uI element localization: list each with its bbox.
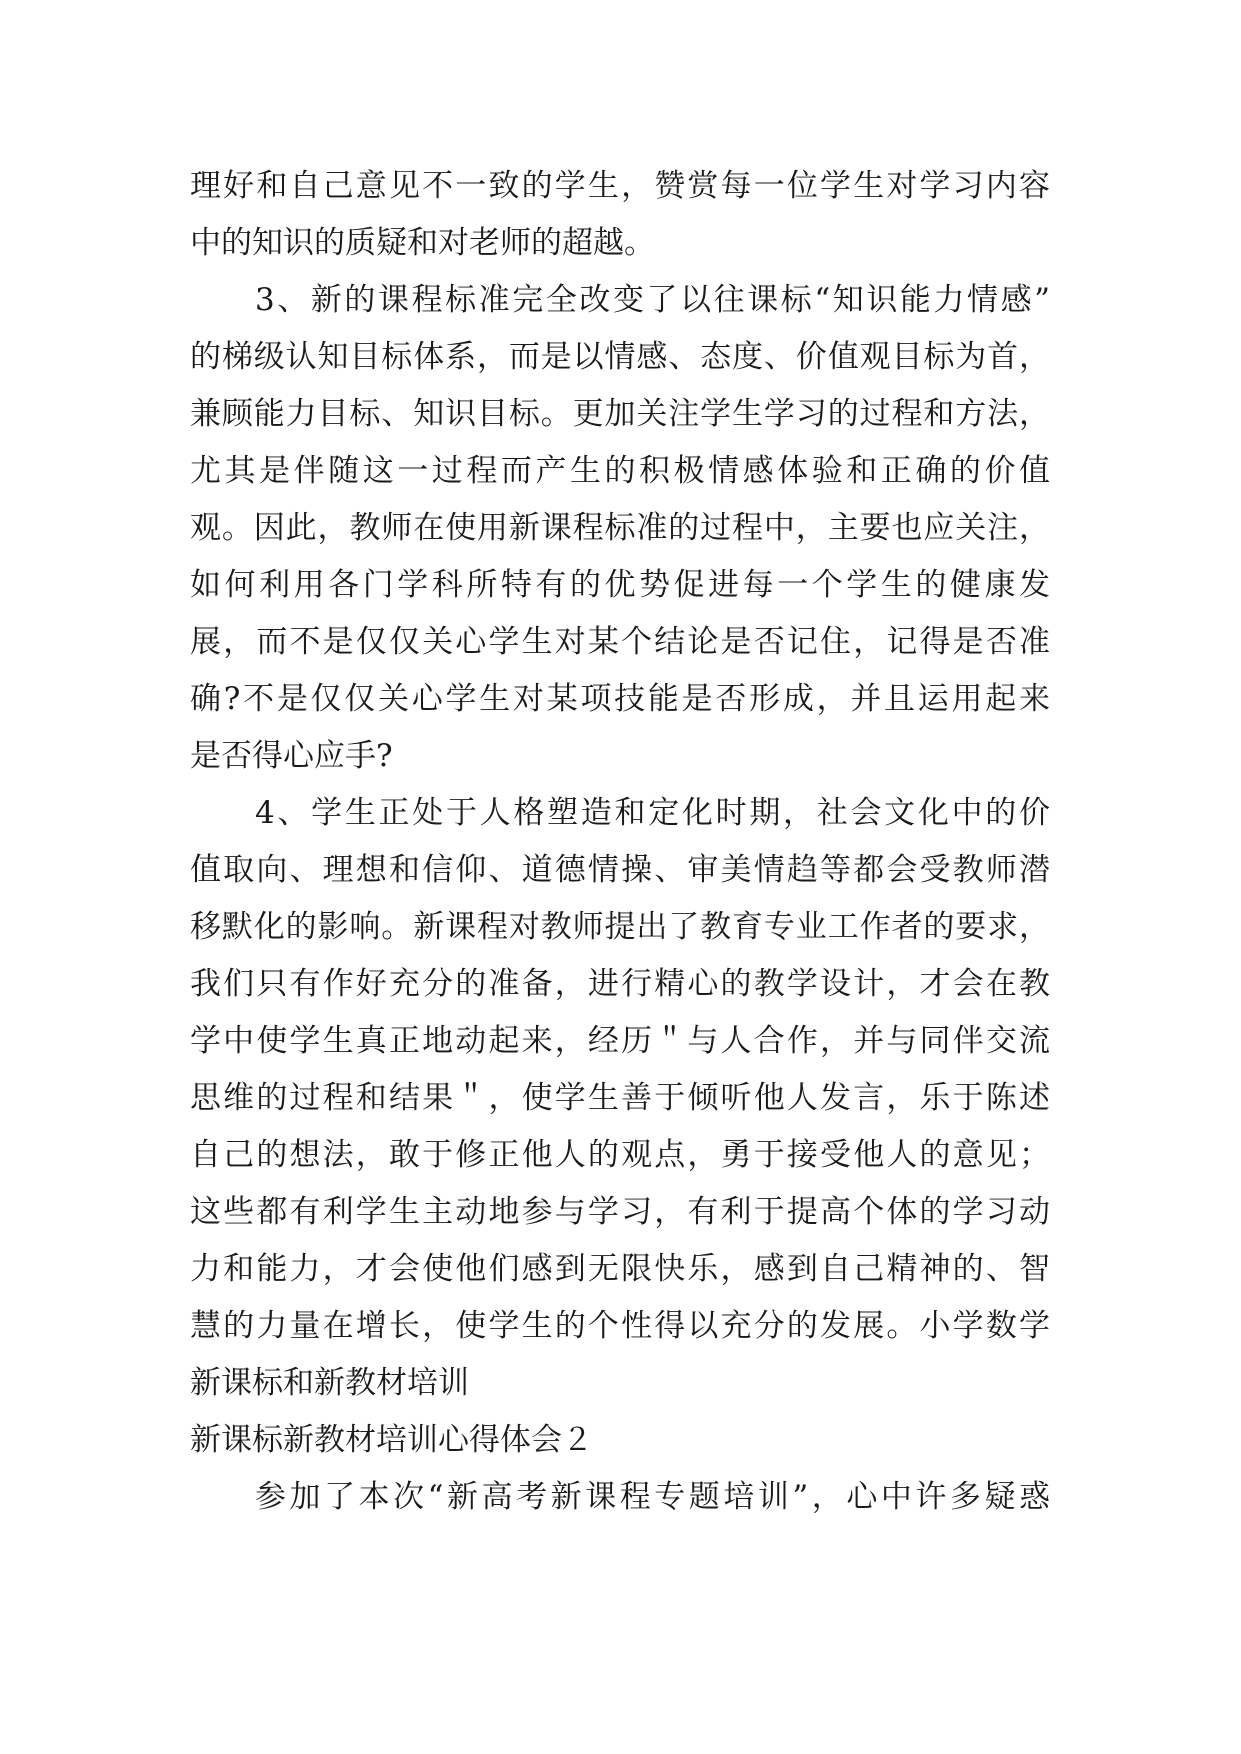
- text-line: 新课标和新教材培训: [190, 1365, 469, 1401]
- text-line: 自己的想法，敢于修正他人的观点，勇于接受他人的意见；: [190, 1137, 1050, 1173]
- text-line: 尤其是伴随这一过程而产生的积极情感体验和正确的价值: [190, 453, 1050, 489]
- text-line: 中的知识的质疑和对老师的超越。: [190, 225, 655, 261]
- text-line: 兼顾能力目标、知识目标。更加关注学生学习的过程和方法，: [190, 396, 1050, 432]
- text-line: 如何利用各门学科所特有的优势促进每一个学生的健康发: [190, 567, 1050, 603]
- text-line: 观。因此，教师在使用新课程标准的过程中，主要也应关注，: [190, 510, 1050, 546]
- text-line: 慧的力量在增长，使学生的个性得以充分的发展。小学数学: [190, 1308, 1050, 1344]
- text-line: 是否得心应手?: [190, 738, 393, 774]
- text-line: 理好和自己意见不一致的学生，赞赏每一位学生对学习内容: [190, 168, 1050, 204]
- text-line: 值取向、理想和信仰、道德情操、审美情趋等都会受教师潜: [190, 852, 1050, 888]
- text-line: 展，而不是仅仅关心学生对某个结论是否记住，记得是否准: [190, 624, 1050, 660]
- text-line: 的梯级认知目标体系，而是以情感、态度、价值观目标为首，: [190, 339, 1050, 375]
- text-line: 思维的过程和结果＂，使学生善于倾听他人发言，乐于陈述: [190, 1080, 1050, 1116]
- paragraph-first-line: 参加了本次“新高考新课程专题培训”，心中许多疑惑: [255, 1479, 1050, 1515]
- paragraph-first-line: 3、新的课程标准完全改变了以往课标“知识能力情感”: [255, 282, 1050, 318]
- text-line: 这些都有利学生主动地参与学习，有利于提高个体的学习动: [190, 1194, 1050, 1230]
- section-heading: 新课标新教材培训心得体会２: [190, 1422, 593, 1458]
- text-line: 学中使学生真正地动起来，经历＂与人合作，并与同伴交流: [190, 1023, 1050, 1059]
- text-line: 我们只有作好充分的准备，进行精心的教学设计，才会在教: [190, 966, 1050, 1002]
- text-line: 力和能力，才会使他们感到无限快乐，感到自己精神的、智: [190, 1251, 1050, 1287]
- paragraph-first-line: 4、学生正处于人格塑造和定化时期，社会文化中的价: [255, 795, 1050, 831]
- text-line: 移默化的影响。新课程对教师提出了教育专业工作者的要求，: [190, 909, 1050, 945]
- text-line: 确?不是仅仅关心学生对某项技能是否形成，并且运用起来: [190, 681, 1050, 717]
